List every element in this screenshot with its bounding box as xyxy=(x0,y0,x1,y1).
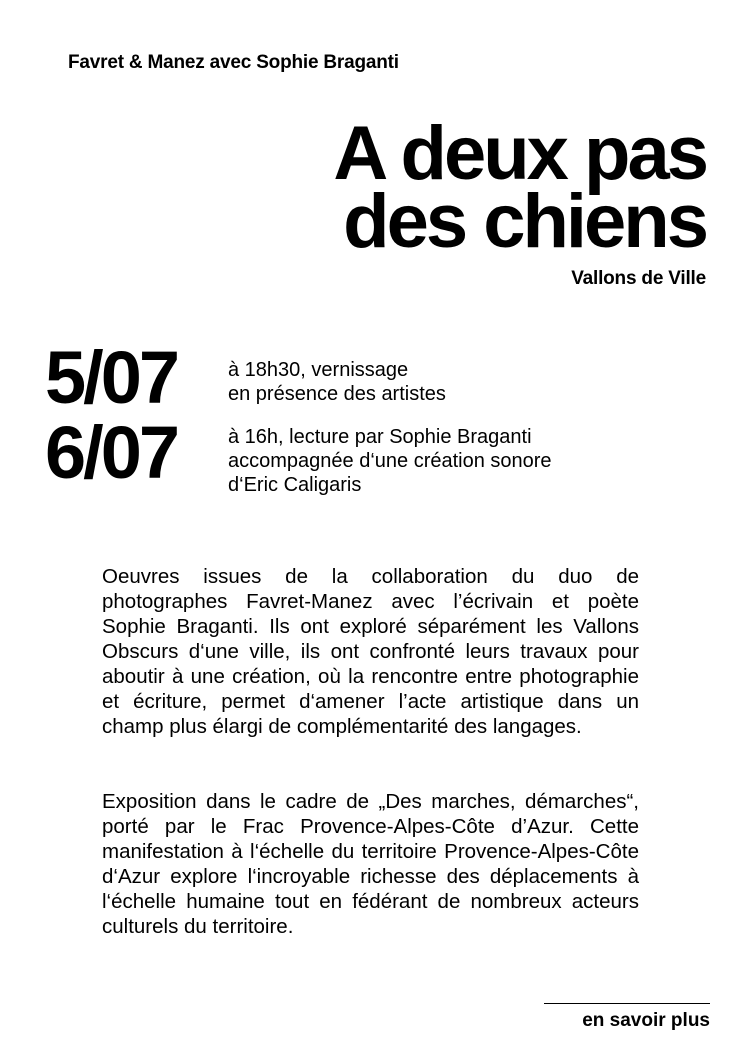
event-2-line-1: à 16h, lecture par Sophie Braganti xyxy=(228,426,532,448)
venue-label: Vallons de Ville xyxy=(571,268,706,289)
event-2-line-3: d‘Eric Caligaris xyxy=(228,474,362,496)
description-paragraph-1: Oeuvres issues de la collaboration du duo de photographes Favret-Manez avec l’écrivain et poète Sophie Braganti. Ils ont exploré séparément les Vallons Obscurs d‘une ville, ils ont confronté leurs travaux pour aboutir à une création, où la rencontre entre photographie et écriture, permet d‘amener l’acte artistique dans un champ plus élargi de complémentarité des langages. xyxy=(102,565,639,738)
more-info-link[interactable]: en savoir plus xyxy=(544,1003,710,1032)
title-line-1: A deux pas xyxy=(333,111,706,196)
exhibition-title xyxy=(333,111,706,264)
event-details-1 xyxy=(228,358,446,406)
event-date-2: 6/07 xyxy=(45,411,178,494)
event-2-line-2: accompagnée d‘une création sonore xyxy=(228,450,552,472)
description-paragraph-2: Exposition dans le cadre de „Des marches, démarches“, porté par le Frac Provence-Alpes-Côte d’Azur. Cette manifestation à l‘échelle du territoire Provence-Alpes-Côte d‘Azur explore l‘incroyable richesse des déplacements à l‘échelle humaine tout en fédérant de nombreux acteurs culturels du territoire. xyxy=(102,790,639,938)
event-details-2 xyxy=(228,425,552,497)
event-1-line-1: à 18h30, vernissage xyxy=(228,359,409,381)
event-1-line-2: en présence des artistes xyxy=(228,383,446,405)
title-line-2: des chiens xyxy=(343,179,706,264)
artists-heading: Favret & Manez avec Sophie Braganti xyxy=(68,52,399,73)
event-date-1: 5/07 xyxy=(45,336,178,419)
